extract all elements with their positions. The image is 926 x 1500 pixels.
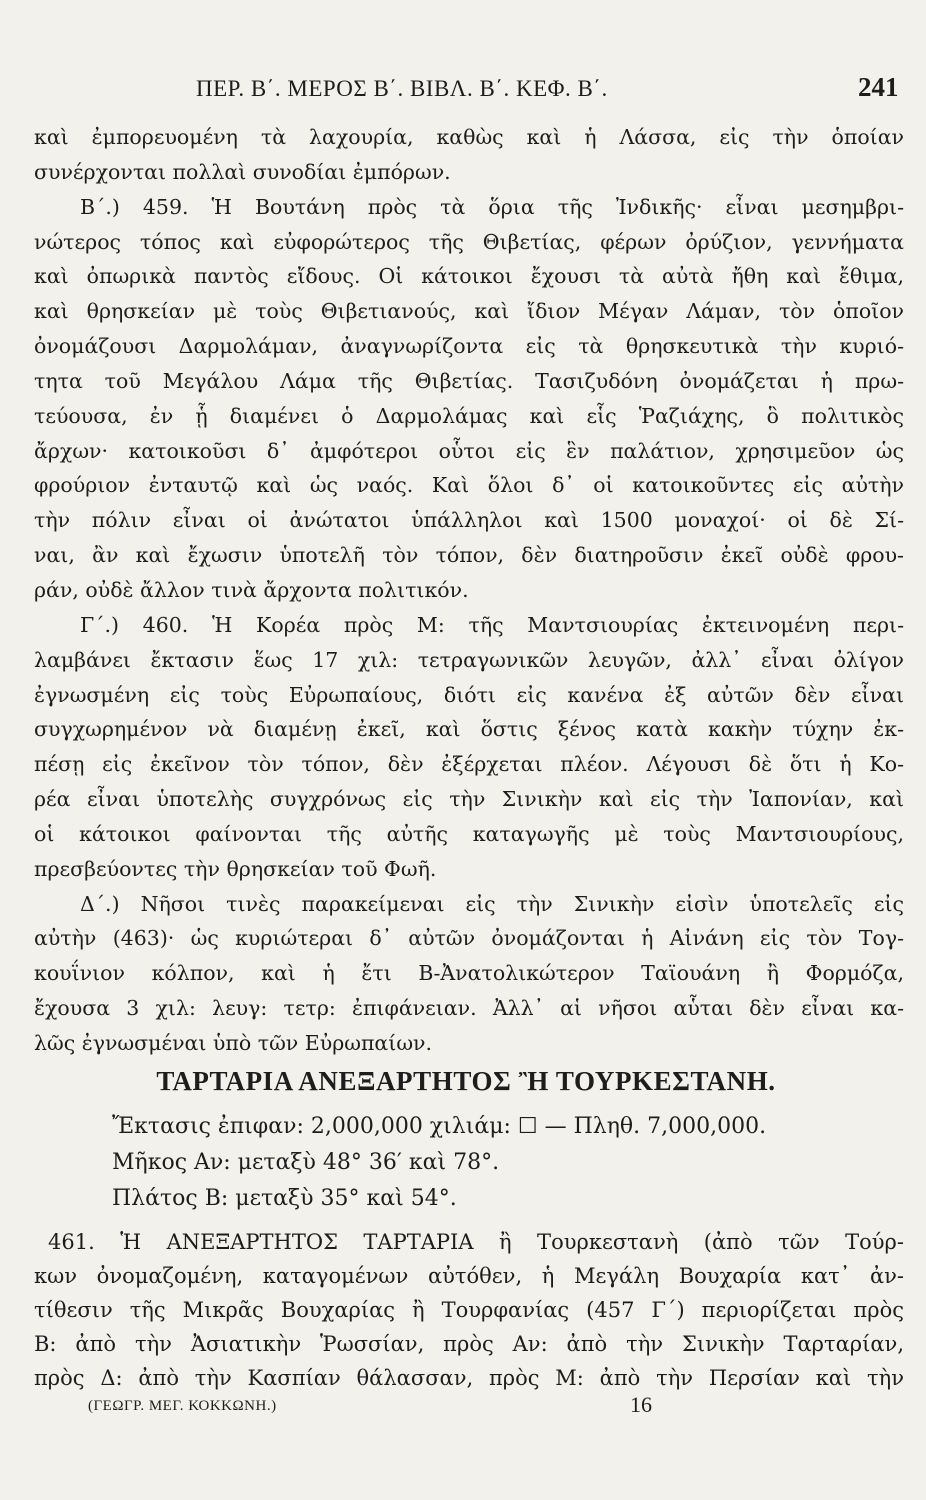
text-line: καὶ θρησκείαν μὲ τοὺς Θιβετιανούς, καὶ ἴδιον Μέγαν Λάμαν, τὸν ὁποῖον [34,299,904,323]
text-line: ὀνομάζουσι Δαρμολάμαν, ἀναγνωρίζοντα εἰς τὰ θρησκευτικὰ τὴν κυριό- [34,334,904,358]
page-number: 241 [858,72,899,102]
text-line: ἐγνωσμένη εἰς τοὺς Εὐρωπαίους, διότι εἰς κανένα ἐξ αὐτῶν δὲν εἶναι [34,683,904,707]
text-line: Β: ἀπὸ τὴν Ἀσιατικὴν Ῥωσσίαν, πρὸς Αν: ἀπὸ τὴν Σινικὴν Ταρταρίαν, [34,1332,904,1356]
stats-area: Ἔκτασις ἐπιφαν: 2,000,000 χιλιάμ: ☐ — Πληθ. 7,000,000. [112,1114,767,1139]
text-line: Γ΄.) 460. Ἡ Κορέα πρὸς Μ: τῆς Μαντσιουρίας ἐκτεινομένη περι- [80,613,904,637]
text-line: νώτερος τόπος καὶ εὐφορώτερος τῆς Θιβετίας, φέρων ὀρύζιον, γεννήματα [34,230,904,254]
running-head: ΠΕΡ. Β΄. ΜΕΡΟΣ Β΄. ΒΙΒΛ. Β΄. ΚΕΦ. Β΄. [196,76,608,101]
text-line: ἔχουσα 3 χιλ: λευγ: τετρ: ἐπιφάνειαν. Ἀλλ᾽ αἱ νῆσοι αὗται δὲν εἶναι κα- [34,996,904,1020]
text-line: πέσῃ εἰς ἐκεῖνον τὸν τόπον, δὲν ἐξέρχεται πλέον. Λέγουσι δὲ ὅτι ἡ Κο- [34,752,904,776]
text-line: ράν, οὐδὲ ἄλλον τινὰ ἄρχοντα πολιτικόν. [34,578,469,602]
text-line: ναι, ἂν καὶ ἔχωσιν ὑποτελῆ τὸν τόπον, δὲν διατηροῦσιν ἐκεῖ οὐδὲ φρου- [34,543,904,567]
text-line: τεύουσα, ἐν ᾗ διαμένει ὁ Δαρμολάμας καὶ εἷς Ῥαζιάχης, ὃ πολιτικὸς [34,404,904,428]
text-line: πρὸς Δ: ἀπὸ τὴν Κασπίαν θάλασσαν, πρὸς Μ: ἀπὸ τὴν Περσίαν καὶ τὴν [34,1366,904,1390]
text-line: οἱ κάτοικοι φαίνονται τῆς αὐτῆς καταγωγῆς μὲ τοὺς Μαντσιουρίους, [34,822,904,846]
text-line: φρούριον ἐνταυτῷ καὶ ὡς ναός. Καὶ ὅλοι δ᾽ οἱ κατοικοῦντες εἰς αὐτὴν [34,473,904,497]
section-title: ΤΑΡΤΑΡΙΑ ΑΝΕΞΑΡΤΗΤΟΣ Ἢ ΤΟΥΡΚΕΣΤΑΝΗ. [156,1066,776,1096]
text-line: Δ΄.) Νῆσοι τινὲς παρακείμεναι εἰς τὴν Σινικὴν εἰσὶν ὑποτελεῖς εἰς [80,892,904,916]
text-line: πρεσβεύοντες τὴν θρησκείαν τοῦ Φωῆ. [34,857,437,881]
text-line: τητα τοῦ Μεγάλου Λάμα τῆς Θιβετίας. Τασιζυδόνη ὀνομάζεται ἡ πρω- [34,369,904,393]
sheet-number: 16 [630,1392,652,1417]
text-line: κων ὀνομαζομένη, καταγομένων αὐτόθεν, ἡ Μεγάλη Βουχαρία κατ᾽ ἀν- [34,1264,904,1288]
text-line: 461. Ἡ ΑΝΕΞΑΡΤΗΤΟΣ ΤΑΡΤΑΡΙΑ ἢ Τουρκεστανὴ (ἀπὸ τῶν Τούρ- [48,1230,904,1254]
stats-breadth: Πλάτος Β: μεταξὺ 35° καὶ 54°. [112,1186,457,1211]
text-line: κουΐνιον κόλπον, καὶ ἡ ἔτι Β-Ἀνατολικώτερον Ταϊουάνη ἢ Φορμόζα, [34,961,904,985]
text-line: λαμβάνει ἔκτασιν ἕως 17 χιλ: τετραγωνικῶν λευγῶν, ἀλλ᾽ εἶναι ὀλίγον [34,648,904,672]
text-line: καὶ ἐμπορευομένη τὰ λαχουρία, καθὼς καὶ ἡ Λάσσα, εἰς τὴν ὁποίαν [34,125,904,149]
text-line: ἄρχων· κατοικοῦσι δ᾽ ἀμφότεροι οὗτοι εἰς ἓν παλάτιον, χρησιμεῦον ὡς [34,439,904,463]
text-line: λῶς ἐγνωσμέναι ὑπὸ τῶν Εὐρωπαίων. [34,1031,433,1055]
text-line: τίθεσιν τῆς Μικρᾶς Βουχαρίας ἢ Τουρφανίας (457 Γ΄) περιορίζεται πρὸς [34,1298,904,1322]
stats-length: Μῆκος Αν: μεταξὺ 48° 36′ καὶ 78°. [112,1150,500,1175]
text-line: ρέα εἶναι ὑποτελὴς συγχρόνως εἰς τὴν Σινικὴν καὶ εἰς τὴν Ἰαπονίαν, καὶ [34,787,904,811]
text-line: τὴν πόλιν εἶναι οἱ ἀνώτατοι ὑπάλληλοι καὶ 1500 μοναχοί· οἱ δὲ Σί- [34,508,904,532]
text-line: Β΄.) 459. Ἡ Βουτάνη πρὸς τὰ ὅρια τῆς Ἰνδικῆς· εἶναι μεσημβρι- [80,195,904,219]
printer-signature: (ΓΕΩΓΡ. ΜΕΓ. ΚΟΚΚΩΝΗ.) [88,1398,277,1414]
text-line: καὶ ὀπωρικὰ παντὸς εἴδους. Οἱ κάτοικοι ἔχουσι τὰ αὐτὰ ἤθη καὶ ἔθιμα, [34,264,904,288]
text-line: συνέρχονται πολλαὶ συνοδίαι ἐμπόρων. [34,160,451,184]
text-line: συγχωρημένον νὰ διαμένῃ ἐκεῖ, καὶ ὅστις ξένος κατὰ κακὴν τύχην ἐκ- [34,717,904,741]
text-line: αὐτὴν (463)· ὡς κυριώτεραι δ᾽ αὐτῶν ὀνομάζονται ἡ Αἰνάνη εἰς τὸν Τογ- [34,926,904,950]
